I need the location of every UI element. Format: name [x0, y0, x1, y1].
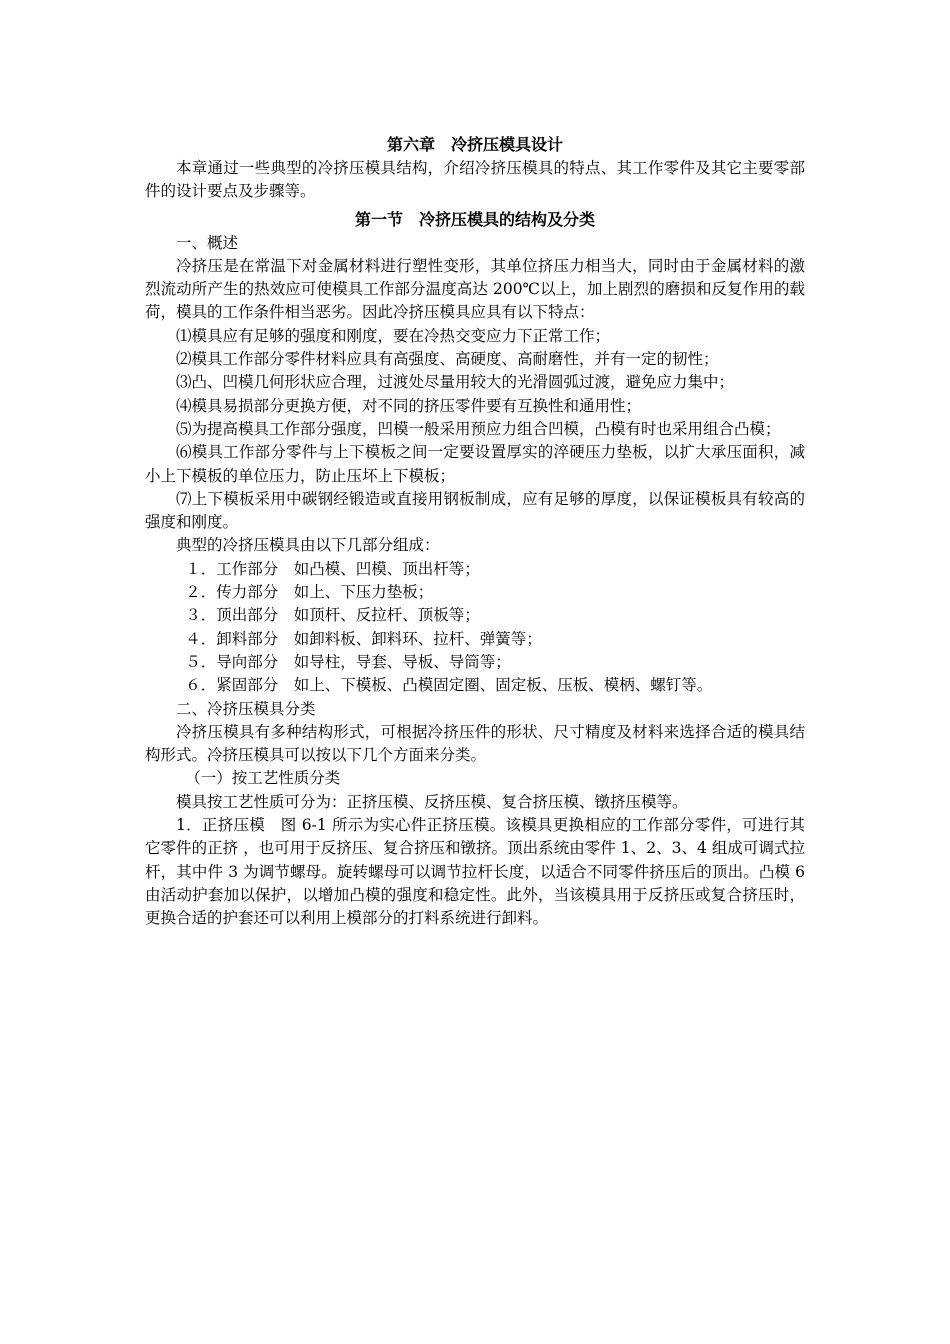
section-title: 第一节 冷挤压模具的结构及分类	[354, 209, 595, 229]
chapter-title: 第六章 冷挤压模具设计	[386, 135, 563, 154]
parts-item: ６．紧固部分 如上、下模板、凸模固定圈、固定板、压板、模柄、螺钉等。	[185, 676, 713, 695]
classification-paragraph: 冷挤压模具有多种结构形式，可根据冷挤压件的形状、尺寸精度及材料来选择合适的模具结构形式。冷挤压模具可以按以下几个方面来分类。	[145, 722, 805, 765]
parts-item: １．工作部分 如凸模、凹模、顶出杆等；	[185, 559, 480, 578]
feature-item: ⑴模具应有足够的强度和刚度，要在冷热交变应力下正常工作；	[176, 326, 611, 345]
feature-item: ⑷模具易损部分更换方便，对不同的挤压零件要有互换性和通用性；	[176, 396, 642, 415]
parts-item: ３．顶出部分 如顶杆、反拉杆、顶板等；	[185, 606, 480, 625]
feature-item: ⑹模具工作部分零件与上下模板之间一定要设置厚实的淬硬压力垫板，以扩大承压面积，减小上下模板的单位压力，防止压坏上下模板；	[145, 443, 805, 485]
feature-item: ⑵模具工作部分零件材料应具有高强度、高硬度、高耐磨性，并有一定的韧性；	[176, 350, 719, 369]
parts-item: ５．导向部分 如导柱，导套、导板、导筒等；	[185, 652, 511, 671]
classification-subheading: （一）按工艺性质分类	[185, 769, 341, 788]
overview-paragraph: 冷挤压是在常温下对金属材料进行塑性变形，其单位挤压力相当大，同时由于金属材料的激烈流动所产生的热效应可使模具工作部分温度高达 200℃以上，加上剧烈的磨损和反复作用的载荷，模具的工作条件相当恶劣。因此冷挤压模具应具有以下特点：	[145, 256, 805, 322]
parts-intro: 典型的冷挤压模具由以下几部分组成：	[176, 536, 440, 555]
feature-item: ⑺上下模板采用中碳钢经锻造或直接用钢板制成，应有足够的厚度，以保证模板具有较高的强度和刚度。	[145, 489, 805, 532]
forward-extrusion-paragraph: 1．正挤压模 图 6-1 所示为实心件正挤压模。该模具更换相应的工作部分零件，可进行其它零件的正挤 ，也可用于反挤压、复合挤压和镦挤。顶出系统由零件 1、2、3、4 组成可调式拉杆，其中件 3 为调节螺母。旋转螺母可以调节拉杆长度，以适合不同零件挤压后的顶出。凸模 6 由活动护套加以保护，以增加凸模的强度和稳定性。此外，当该模具用于反挤压或复合挤压时，更换合适的护套还可以利用上模部分的打料系统进行卸料。	[145, 816, 805, 928]
feature-item: ⑶凸、凹模几何形状应合理，过渡处尽量用较大的光滑圆弧过渡，避免应力集中；	[176, 373, 735, 392]
overview-heading: 一、概述	[176, 233, 239, 252]
classification-heading: 二、冷挤压模具分类	[176, 699, 316, 718]
parts-item: ４．卸料部分 如卸料板、卸料环、拉杆、弹簧等；	[185, 629, 542, 648]
feature-item: ⑸为提高模具工作部分强度，凹模一般采用预应力组合凹模，凸模有时也采用组合凸模；	[176, 419, 781, 438]
process-type-paragraph: 模具按工艺性质可分为：正挤压模、反挤压模、复合挤压模、镦挤压模等。	[176, 792, 688, 811]
parts-item: ２．传力部分 如上、下压力垫板；	[185, 583, 434, 602]
document-body	[145, 133, 805, 931]
intro-paragraph: 本章通过一些典型的冷挤压模具结构，介绍冷挤压模具的特点、其工作零件及其它主要零部件的设计要点及步骤等。	[145, 159, 805, 201]
